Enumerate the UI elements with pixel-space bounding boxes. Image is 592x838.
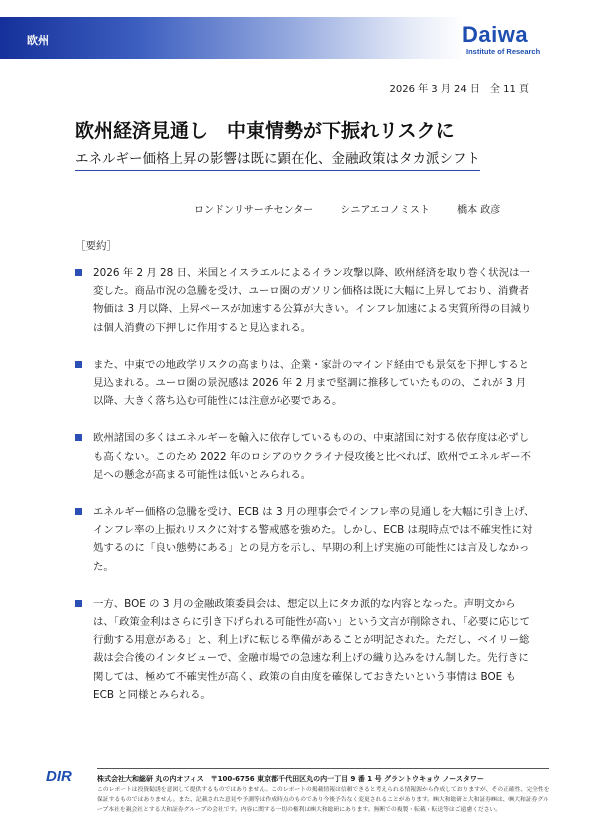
- square-bullet-icon: [75, 600, 82, 607]
- header-band: [0, 17, 464, 59]
- footer-disclaimer: このレポートは投資勧誘を意図して提供するものではありません。このレポートの掲載情報は信頼できると考えられる情報源から作成しておりますが、その正確性、完全性を保証するものではありません。また、記載された意見や予測等は作成時点のものであり今後予告なく変更されることがあります。㈱大和総研と大和証券㈱は、㈱大和証券グループ本社を親会社とする大和証券グループの会社です。内容に関する一切の権利は㈱大和総研にあります。無断での複製・転載・転送等はご遠慮ください。: [97, 787, 550, 813]
- summary-item-text: 一方、BOE の 3 月の金融政策委員会は、想定以上にタカ派的な内容となった。声明文からは、「政策金利はさらに引き下げられる可能性が高い」という文言が削除され、「必要に応じて行動する用意がある」と、利上げに転じる準備があることが明記された。ただし、ベイリー総裁は会合後のインタビューで、金融市場での急速な利上げの織り込みをけん制した。先行きに関しては、極めて不確実性が高く、政策の自由度を確保しておきたいという事情は BOE も ECB と同様とみられる。: [93, 597, 531, 701]
- square-bullet-icon: [75, 434, 82, 441]
- dir-logo: DIR: [46, 768, 72, 785]
- author-line: [194, 201, 500, 216]
- author-department: ロンドンリサーチセンター: [194, 205, 314, 216]
- summary-heading: ［要約］: [75, 240, 117, 252]
- square-bullet-icon: [75, 269, 82, 276]
- author-role: シニアエコノミスト: [340, 205, 430, 216]
- summary-list: [75, 264, 535, 723]
- report-title: 欧州経済見通し 中東情勢が下振れリスクに: [75, 120, 455, 142]
- summary-item-text: また、中東での地政学リスクの高まりは、企業・家計のマインド経由でも景気を下押しすると見込まれる。ユーロ圏の景況感は 2026 年 2 月まで堅調に推移していたものの、これが 3 月以降、大きく落ち込む可能性には注意が必要である。: [93, 358, 529, 408]
- square-bullet-icon: [75, 508, 82, 515]
- summary-item-text: エネルギー価格の急騰を受け、ECB は 3 月の理事会でインフレ率の見通しを大幅に引き上げ、インフレ率の上振れリスクに対する警戒感を強めた。しかし、ECB は現時点では不確実性に対処するのに「良い態勢にある」との見方を示し、早期の利上げ実施の可能性には言及しなかった。: [93, 506, 535, 573]
- author-name: 橋本 政彦: [457, 205, 501, 216]
- summary-item: [75, 503, 535, 576]
- report-date: 2026 年 3 月 24 日 全 11 頁: [389, 84, 529, 95]
- square-bullet-icon: [75, 361, 82, 368]
- summary-item: [75, 429, 535, 484]
- daiwa-logo-subtitle: Institute of Research: [466, 47, 541, 56]
- summary-item: [75, 595, 535, 704]
- daiwa-logo: Daiwa: [462, 22, 529, 47]
- report-subtitle: エネルギー価格上昇の影響は既に顕在化、金融政策はタカ派シフト: [75, 147, 480, 171]
- footer-divider: [97, 768, 549, 769]
- summary-item-text: 欧州諸国の多くはエネルギーを輸入に依存しているものの、中東諸国に対する依存度は必ずしも高くない。このため 2022 年のロシアのウクライナ侵攻後と比べれば、欧州でエネルギー不足への懸念が高まる可能性は低いとみられる。: [93, 432, 531, 481]
- summary-item: [75, 356, 535, 411]
- section-label: 欧州: [27, 34, 49, 47]
- summary-item: [75, 264, 535, 337]
- summary-item-text: 2026 年 2 月 28 日、米国とイスラエルによるイラン攻撃以降、欧州経済を取り巻く状況は一変した。商品市況の急騰を受け、ユーロ圏のガソリン価格は既に大幅に上昇しており、消費者物価は 3 月以降、上昇ペースが加速する公算が大きい。インフレ加速による実質所得の目減りは個人消費の下押しに作用すると見込まれる。: [93, 267, 532, 334]
- footer-address: 株式会社大和総研 丸の内オフィス 〒100-6756 東京都千代田区丸の内一丁目 9 番 1 号 グラントウキョウ ノースタワー: [97, 775, 484, 783]
